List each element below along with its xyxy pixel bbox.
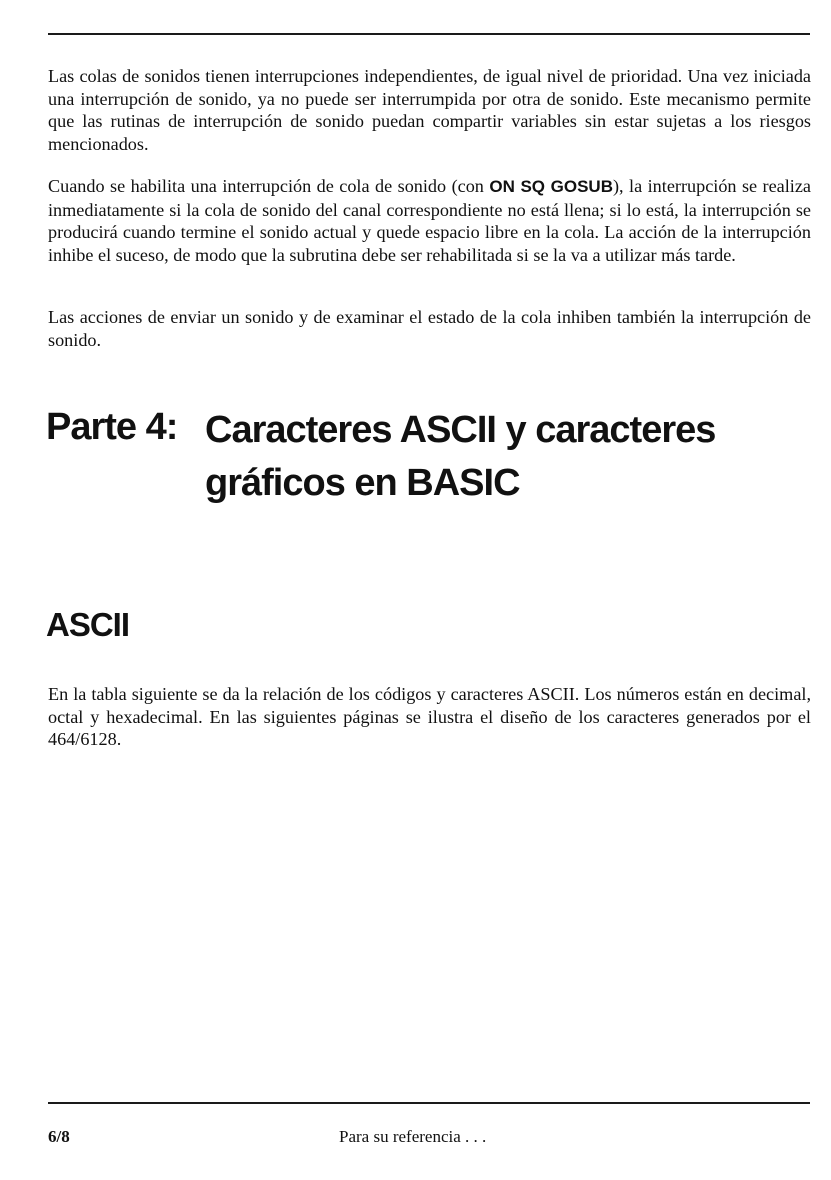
paragraph-sound-queues: Las colas de sonidos tienen interrupciones independientes, de igual nivel de prioridad. Una vez iniciada una interrupción de sonido, ya no puede ser interrumpida por otra de sonido. Este mecanismo permite que las rutinas de interrupción de sonido puedan compartir variables sin estar sujetas a los riesgos mencionados. xyxy=(48,66,811,154)
paragraph-text: Cuando se habilita una interrupción de cola de sonido (con xyxy=(48,176,490,196)
part-title xyxy=(205,404,805,510)
paragraph-inhibit: Las acciones de enviar un sonido y de examinar el estado de la cola inhiben también la interrupción de sonido. xyxy=(48,307,811,350)
footer-rule xyxy=(48,1102,810,1104)
page-number: 6/8 xyxy=(48,1127,70,1146)
header-rule xyxy=(48,33,810,35)
part-title-line-2: gráficos en BASIC xyxy=(205,462,520,504)
part-title-line-1: Caracteres ASCII y caracteres xyxy=(205,409,716,451)
running-title: Para su referencia . . . xyxy=(339,1127,487,1146)
part-label: Parte 4: xyxy=(46,406,178,448)
command-keyword: ON SQ GOSUB xyxy=(489,177,613,196)
section-heading: ASCII xyxy=(46,606,130,643)
paragraph-text: ), la interrupción se realiza inmediatamente si la cola de sonido del canal correspondiente no está llena; si lo está, la interrupción se producirá cuando termine el sonido actual y quede espacio libre en la cola. La acción de la interrupción inhibe el suceso, de modo que la subrutina debe ser rehabilitada si se la va a utilizar más tarde. xyxy=(48,176,812,265)
paragraph-interrupt-enable xyxy=(48,175,811,266)
paragraph-ascii-table-intro: En la tabla siguiente se da la relación de los códigos y caracteres ASCII. Los números están en decimal, octal y hexadecimal. En las siguientes páginas se ilustra el diseño de los caracteres generados por el 464/6128. xyxy=(48,684,811,750)
